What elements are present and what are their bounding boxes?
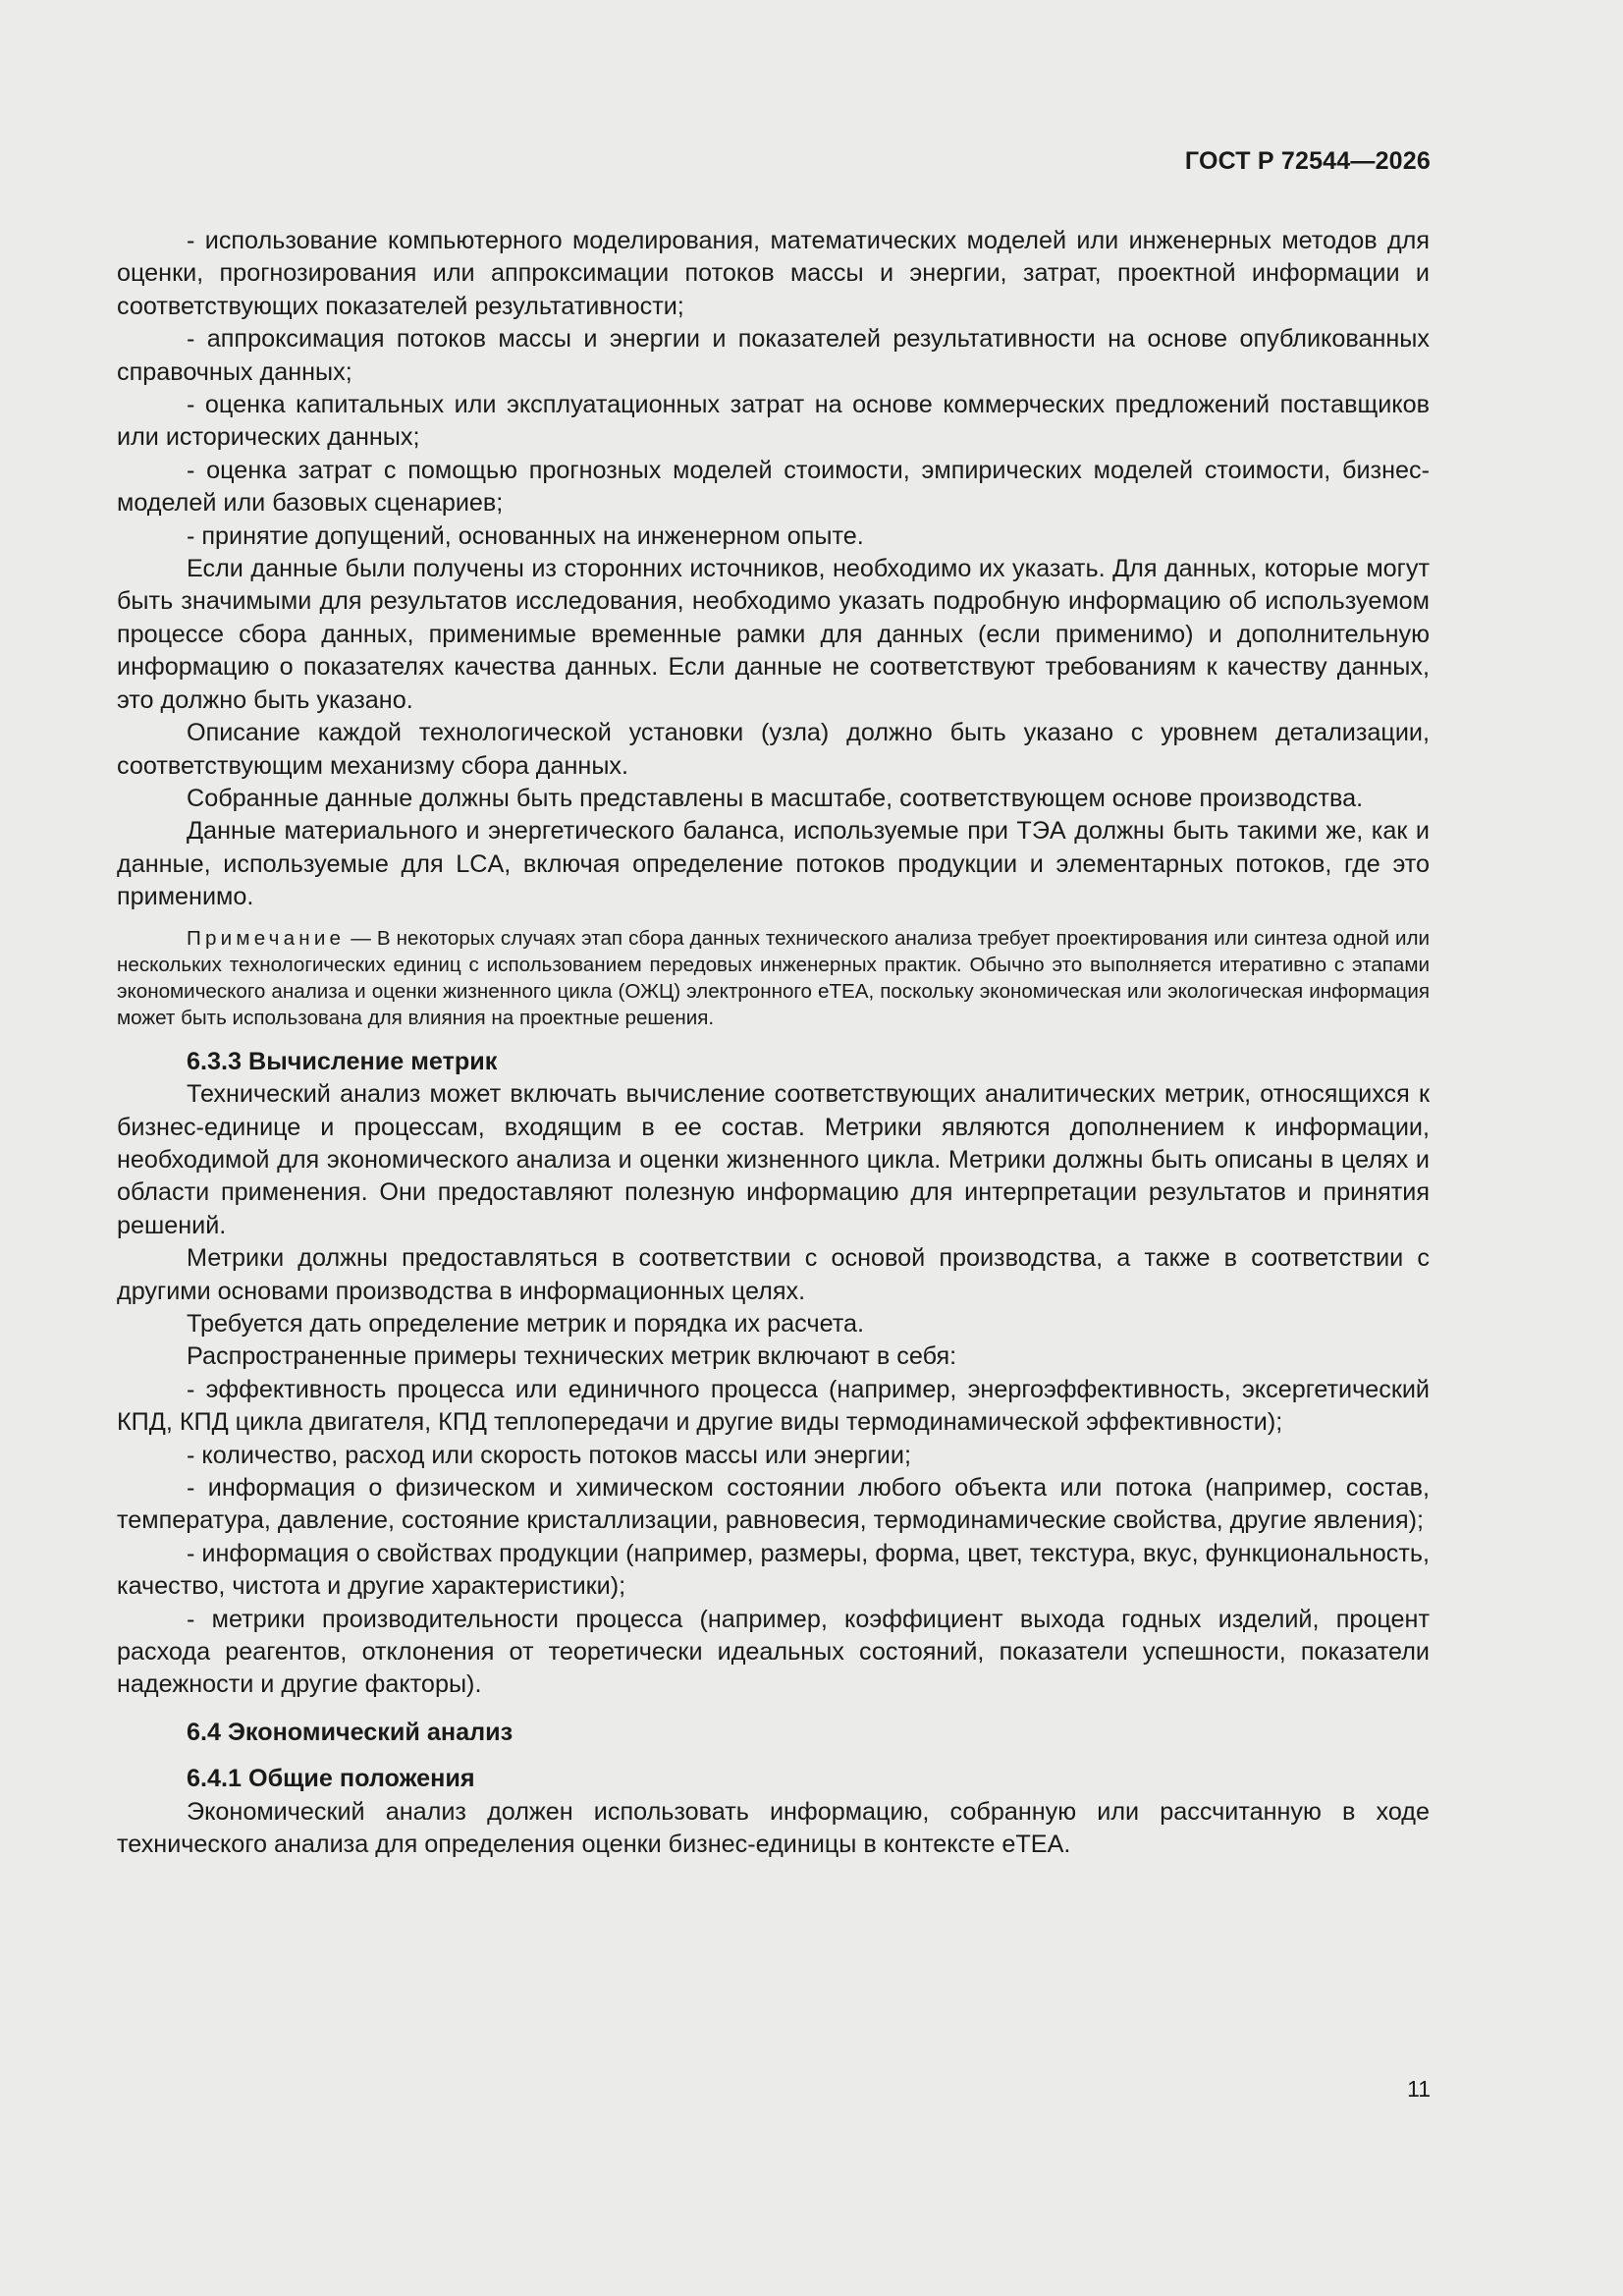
list-item: - аппроксимация потоков массы и энергии и показателей результативности на основе опубликованных справочных данных; <box>117 325 1430 386</box>
body-paragraph: Данные материального и энергетического баланса, используемые при ТЭА должны быть такими же, как и данные, используемые для LCA, включая определение потоков продукции и элементарных потоков, где это применимо. <box>117 817 1430 911</box>
document-id-header: ГОСТ Р 72544—2026 <box>1184 147 1431 175</box>
list-item: - использование компьютерного моделирования, математических моделей или инженерных методов для оценки, прогнозирования или аппроксимации потоков массы и энергии, затрат, проектной информации и соответствующих показателей результативности; <box>117 227 1430 320</box>
body-paragraph: Описание каждой технологической установки (узла) должно быть указано с уровнем детализации, соответствующим механизму сбора данных. <box>117 719 1430 780</box>
body-paragraph: Собранные данные должны быть представлены в масштабе, соответствующем основе производства. <box>187 784 1364 812</box>
body-paragraph: Требуется дать определение метрик и порядка их расчета. <box>187 1309 865 1338</box>
section-heading-6-4: 6.4 Экономический анализ <box>187 1718 514 1746</box>
body-paragraph: Экономический анализ должен использовать информацию, собранную или рассчитанную в ходе технического анализа для определения оценки бизнес-единицы в контексте eTEA. <box>117 1797 1430 1859</box>
list-item: - информация о свойствах продукции (например, размеры, форма, цвет, текстура, вкус, функциональность, качество, чистота и другие характеристики); <box>117 1539 1430 1601</box>
body-paragraph: Метрики должны предоставляться в соответствии с основой производства, а также в соответствии с другими основами производства в информационных целях. <box>117 1244 1430 1305</box>
note-label: Примечание <box>187 926 346 950</box>
list-item: - оценка капитальных или эксплуатационных затрат на основе коммерческих предложений поставщиков или исторических данных; <box>117 391 1430 452</box>
section-heading-6-4-1: 6.4.1 Общие положения <box>187 1765 475 1793</box>
body-paragraph: Распространенные примеры технических метрик включают в себя: <box>187 1342 957 1371</box>
list-item: - принятие допущений, основанных на инженерном опыте. <box>187 521 864 550</box>
note-block <box>117 925 1430 1032</box>
note-dash: — <box>345 926 377 950</box>
list-item: - эффективность процесса или единичного процесса (например, энергоэффективность, эксергетический КПД, КПД цикла двигателя, КПД теплопередачи и другие виды термодинамической эффективности); <box>117 1375 1430 1437</box>
body-paragraph: Если данные были получены из сторонних источников, необходимо их указать. Для данных, которые могут быть значимыми для результатов исследования, необходимо указать подробную информацию об используемом процессе сбора данных, применимые временные рамки для данных (если применимо) и дополнительную информацию о показателях качества данных. Если данные не соответствуют требованиям к качеству данных, это должно быть указано. <box>117 555 1430 714</box>
list-item: - количество, расход или скорость потоков массы или энергии; <box>187 1441 911 1469</box>
page-number: 11 <box>1407 2076 1431 2102</box>
list-item: - информация о физическом и химическом состоянии любого объекта или потока (например, состав, температура, давление, состояние кристаллизации, равновесия, термодинамические свойства, другие явления); <box>117 1474 1430 1535</box>
list-item: - оценка затрат с помощью прогнозных моделей стоимости, эмпирических моделей стоимости, бизнес-моделей или базовых сценариев; <box>117 456 1430 518</box>
section-heading-6-3-3: 6.3.3 Вычисление метрик <box>187 1047 498 1075</box>
note-text: В некоторых случаях этап сбора данных технического анализа требует проектирования или синтеза одной или нескольких технологических единиц с использованием передовых инженерных практик. Обычно это выполняется итеративно с этапами экономического анализа и оценки жизненного цикла (ОЖЦ) электронного eTEA, поскольку экономическая или экологическая информация может быть использована для влияния на проектные решения. <box>117 926 1430 1030</box>
list-item: - метрики производительности процесса (например, коэффициент выхода годных изделий, процент расхода реагентов, отклонения от теоретически идеальных состояний, показатели успешности, показатели надежности и другие факторы). <box>117 1605 1430 1699</box>
page-content <box>117 225 1430 1861</box>
body-paragraph: Технический анализ может включать вычисление соответствующих аналитических метрик, относящихся к бизнес-единице и процессам, входящим в ее состав. Метрики являются дополнением к информации, необходимой для экономического анализа и оценки жизненного цикла. Метрики должны быть описаны в целях и области применения. Они предоставляют полезную информацию для интерпретации результатов и принятия решений. <box>117 1080 1430 1239</box>
